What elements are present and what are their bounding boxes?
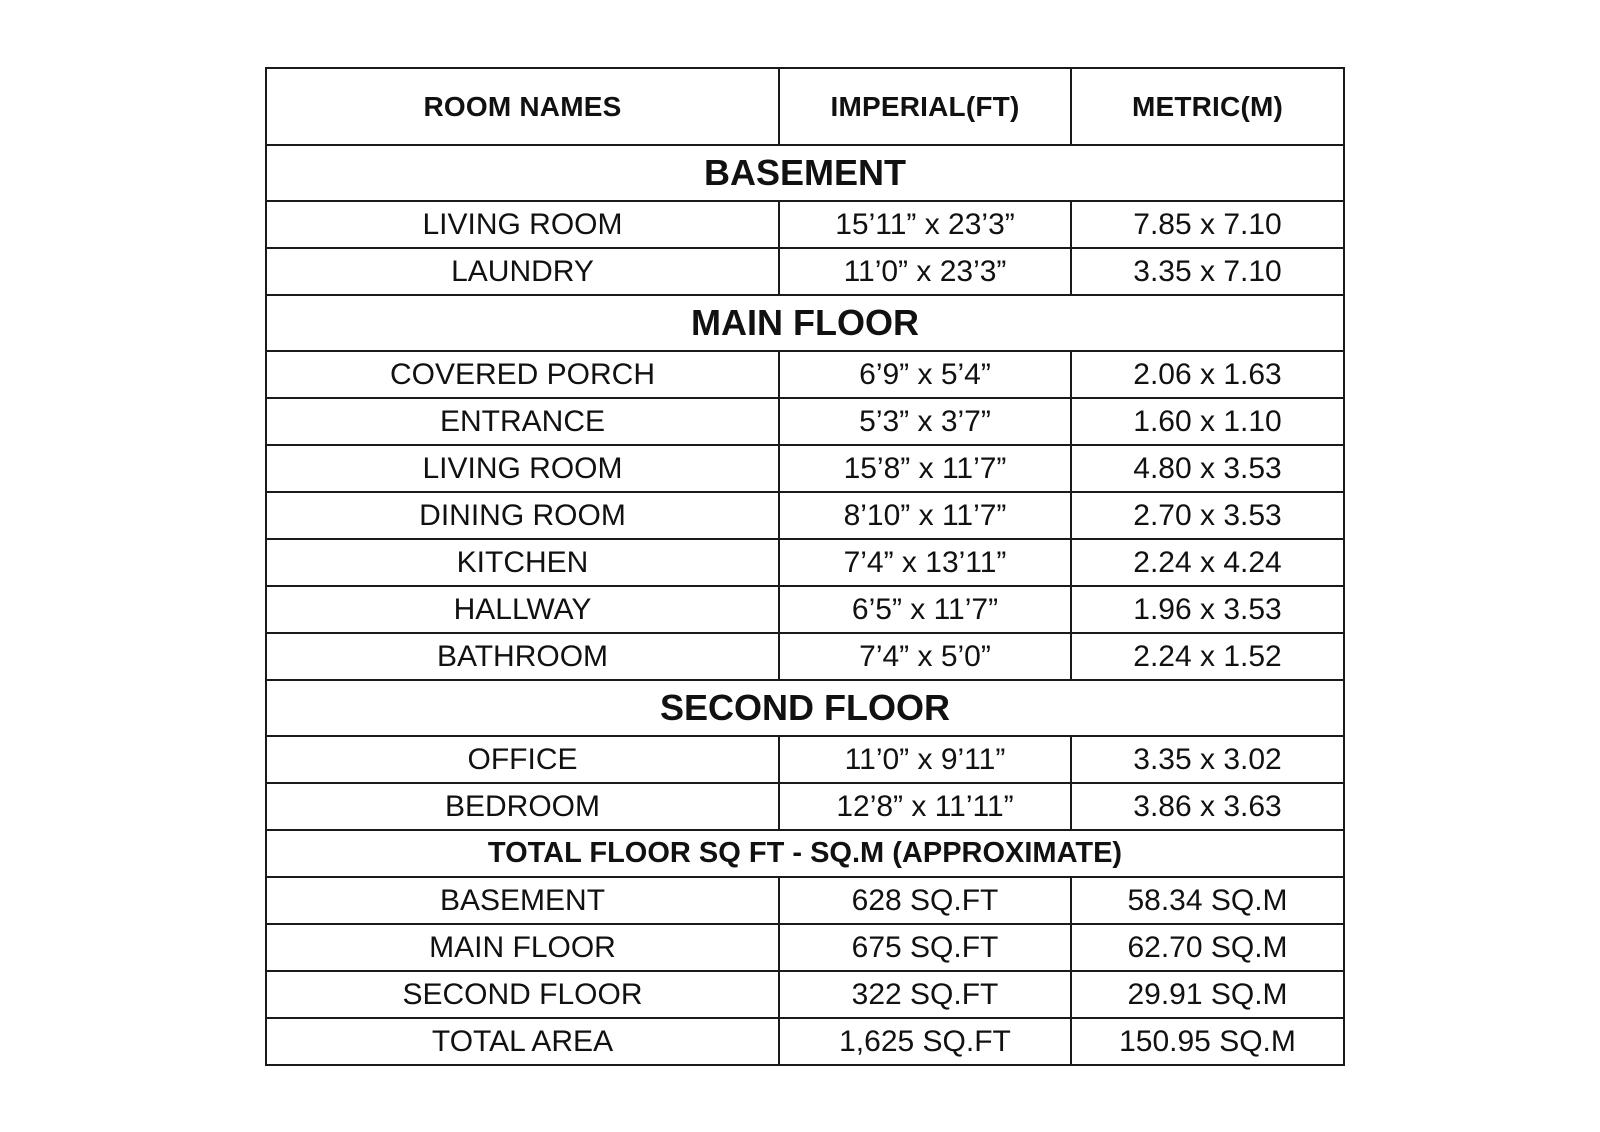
metric-value: 3.86 x 3.63	[1071, 783, 1344, 830]
metric-value: 2.06 x 1.63	[1071, 351, 1344, 398]
table-header-row	[266, 68, 1344, 145]
table-row	[266, 971, 1344, 1018]
header-imperial: IMPERIAL(FT)	[779, 68, 1071, 145]
table-row	[266, 877, 1344, 924]
imperial-value: 6’9” x 5’4”	[779, 351, 1071, 398]
floor-name: BASEMENT	[266, 877, 779, 924]
section-basement	[266, 145, 1344, 201]
table-row	[266, 539, 1344, 586]
room-name: DINING ROOM	[266, 492, 779, 539]
floor-name: MAIN FLOOR	[266, 924, 779, 971]
section-title: TOTAL FLOOR SQ FT - SQ.M (APPROXIMATE)	[266, 830, 1344, 877]
metric-value: 1.96 x 3.53	[1071, 586, 1344, 633]
metric-value: 2.24 x 1.52	[1071, 633, 1344, 680]
metric-area: 58.34 SQ.M	[1071, 877, 1344, 924]
section-totals	[266, 830, 1344, 877]
room-name: ENTRANCE	[266, 398, 779, 445]
metric-value: 1.60 x 1.10	[1071, 398, 1344, 445]
imperial-value: 5’3” x 3’7”	[779, 398, 1071, 445]
room-dimensions-table	[265, 67, 1345, 1066]
table-row	[266, 586, 1344, 633]
metric-value: 2.24 x 4.24	[1071, 539, 1344, 586]
table-row	[266, 736, 1344, 783]
room-name: OFFICE	[266, 736, 779, 783]
header-room-names: ROOM NAMES	[266, 68, 779, 145]
metric-area: 29.91 SQ.M	[1071, 971, 1344, 1018]
table-row	[266, 492, 1344, 539]
imperial-area: 1,625 SQ.FT	[779, 1018, 1071, 1065]
section-main-floor	[266, 295, 1344, 351]
metric-value: 3.35 x 3.02	[1071, 736, 1344, 783]
room-name: KITCHEN	[266, 539, 779, 586]
metric-area: 150.95 SQ.M	[1071, 1018, 1344, 1065]
table-row	[266, 351, 1344, 398]
table-row	[266, 201, 1344, 248]
imperial-value: 6’5” x 11’7”	[779, 586, 1071, 633]
imperial-value: 8’10” x 11’7”	[779, 492, 1071, 539]
table-row	[266, 398, 1344, 445]
section-title: MAIN FLOOR	[266, 295, 1344, 351]
section-title: BASEMENT	[266, 145, 1344, 201]
section-title: SECOND FLOOR	[266, 680, 1344, 736]
metric-value: 7.85 x 7.10	[1071, 201, 1344, 248]
table-row	[266, 1018, 1344, 1065]
imperial-value: 15’11” x 23’3”	[779, 201, 1071, 248]
table-row	[266, 445, 1344, 492]
table-row	[266, 633, 1344, 680]
imperial-area: 322 SQ.FT	[779, 971, 1071, 1018]
room-name: BATHROOM	[266, 633, 779, 680]
floor-name: TOTAL AREA	[266, 1018, 779, 1065]
metric-value: 2.70 x 3.53	[1071, 492, 1344, 539]
imperial-value: 15’8” x 11’7”	[779, 445, 1071, 492]
room-name: LIVING ROOM	[266, 445, 779, 492]
metric-area: 62.70 SQ.M	[1071, 924, 1344, 971]
section-second-floor	[266, 680, 1344, 736]
room-name: LIVING ROOM	[266, 201, 779, 248]
imperial-value: 7’4” x 13’11”	[779, 539, 1071, 586]
header-metric: METRIC(M)	[1071, 68, 1344, 145]
room-name: LAUNDRY	[266, 248, 779, 295]
floor-name: SECOND FLOOR	[266, 971, 779, 1018]
imperial-value: 12’8” x 11’11”	[779, 783, 1071, 830]
imperial-value: 7’4” x 5’0”	[779, 633, 1071, 680]
imperial-value: 11’0” x 9’11”	[779, 736, 1071, 783]
imperial-area: 628 SQ.FT	[779, 877, 1071, 924]
imperial-value: 11’0” x 23’3”	[779, 248, 1071, 295]
table-row	[266, 924, 1344, 971]
metric-value: 4.80 x 3.53	[1071, 445, 1344, 492]
room-name: HALLWAY	[266, 586, 779, 633]
room-name: COVERED PORCH	[266, 351, 779, 398]
room-name: BEDROOM	[266, 783, 779, 830]
metric-value: 3.35 x 7.10	[1071, 248, 1344, 295]
imperial-area: 675 SQ.FT	[779, 924, 1071, 971]
table-row	[266, 783, 1344, 830]
table-row	[266, 248, 1344, 295]
